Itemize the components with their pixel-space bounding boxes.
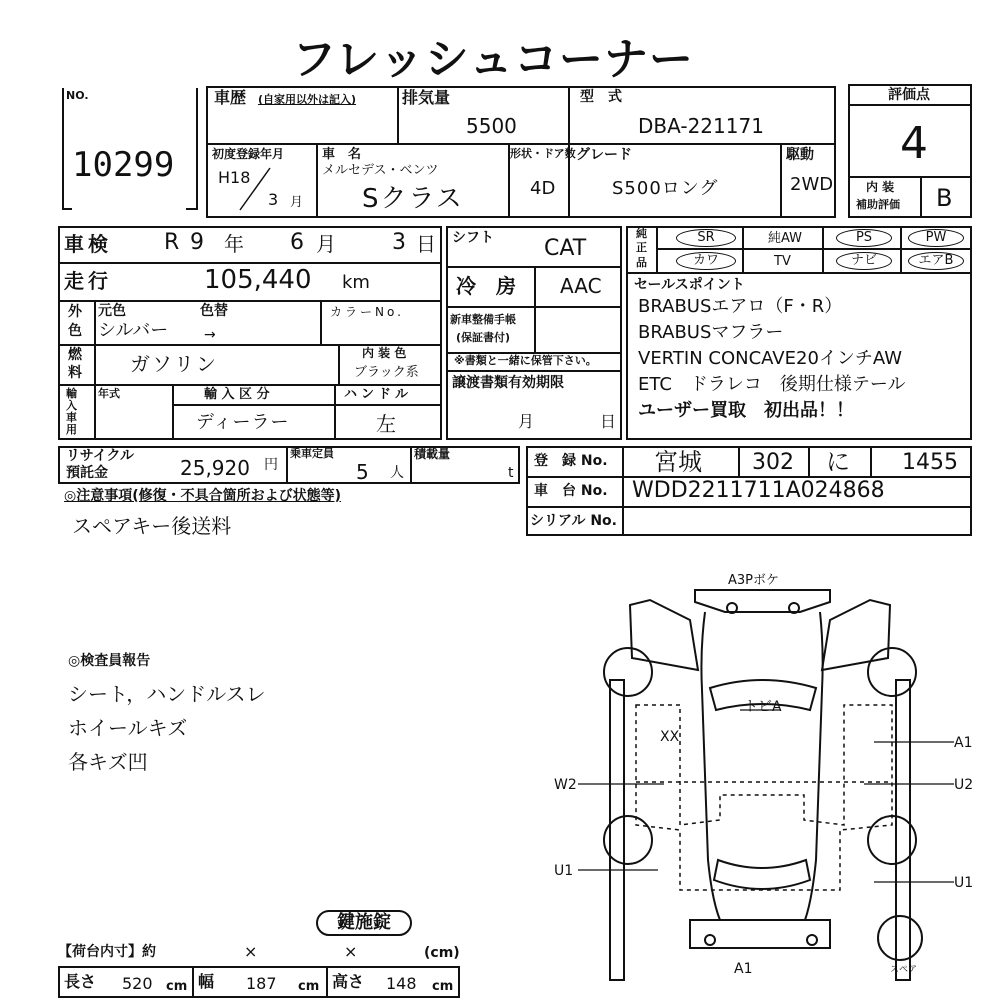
divider xyxy=(900,226,902,272)
interior-color-value: ブラック系 xyxy=(354,365,419,380)
divider xyxy=(656,248,972,250)
equip-pw: PW xyxy=(908,229,964,247)
notes-text: スペアキー後送料 xyxy=(72,514,232,538)
divider xyxy=(848,176,972,178)
history-label: 車歴 xyxy=(214,88,247,107)
cargo-times-2: × xyxy=(344,942,358,961)
diagram-left-mid-label: W2 xyxy=(554,777,577,793)
model-code-label: 型 式 xyxy=(580,89,622,105)
equip-airbag: エアB xyxy=(908,252,964,270)
divider xyxy=(94,300,96,440)
divider xyxy=(808,446,810,476)
lock-badge xyxy=(316,910,412,936)
rear-window xyxy=(714,860,810,889)
equip-sr: SR xyxy=(676,229,736,247)
import-type-label: 輸 入 区 分 xyxy=(204,387,270,402)
divider xyxy=(410,446,412,484)
left-body-side xyxy=(610,680,624,980)
equip-tv: TV xyxy=(774,254,791,269)
manual-note: ※書類と一緒に保管下さい。 xyxy=(454,354,597,367)
serial-label: シリアル No. xyxy=(530,513,617,529)
divider xyxy=(338,344,340,384)
car-diagram xyxy=(540,560,980,990)
capacity-value: 5 xyxy=(356,460,369,484)
cargo-unit: (cm) xyxy=(424,945,460,961)
sales-points-label: セールスポイント xyxy=(634,277,745,293)
color-arrow: → xyxy=(204,327,216,343)
grade-value: S500ロング xyxy=(612,178,719,199)
wheel-left-rear xyxy=(604,816,652,864)
no-label: NO. xyxy=(66,89,89,102)
load-label: 積載量 xyxy=(414,447,451,461)
width-value: 187 xyxy=(246,974,277,993)
sales-point-line: VERTIN CONCAVE20インチAW xyxy=(638,348,903,369)
load-unit: t xyxy=(508,465,514,481)
divider xyxy=(656,226,658,272)
divider xyxy=(58,300,442,302)
doors-value: 4D xyxy=(530,178,556,199)
divider xyxy=(326,966,328,998)
divider xyxy=(822,226,824,272)
capacity-unit: 人 xyxy=(390,465,404,481)
mileage-value: 105,440 xyxy=(204,265,312,295)
car-body xyxy=(701,612,822,920)
displacement-value: 5500 xyxy=(466,114,517,138)
recycle-unit: 円 xyxy=(264,457,278,473)
divider xyxy=(622,446,624,536)
cargo-label: 【荷台内寸】約 xyxy=(58,944,156,960)
first-reg-month: 3 xyxy=(268,190,279,209)
inspection-month-unit: 月 xyxy=(316,232,336,256)
grade-label: グレード xyxy=(576,147,632,163)
manual-label-2: (保証書付) xyxy=(456,331,511,344)
divider xyxy=(446,370,622,372)
import-year-label: 年式 xyxy=(98,387,120,400)
original-color-label: 元色 xyxy=(98,303,126,319)
inspection-month: 6 xyxy=(290,230,304,255)
inspection-era: R xyxy=(164,230,180,255)
bracket-left-foot xyxy=(62,208,72,210)
color-label-1: 外 xyxy=(68,304,82,320)
inspection-day: 3 xyxy=(392,230,406,255)
divider xyxy=(626,272,972,274)
car-name: Sクラス xyxy=(362,184,464,214)
divider xyxy=(780,143,782,218)
displacement-label: 排気量 xyxy=(402,88,451,107)
divider xyxy=(58,384,442,386)
equip-leather: カワ xyxy=(676,252,736,270)
manual-label-1: 新車整備手帳 xyxy=(450,313,516,326)
first-reg-month-unit: 月 xyxy=(290,195,304,210)
import-type-value: ディーラー xyxy=(196,412,290,433)
interior-label-1: 内 装 xyxy=(866,180,895,194)
divider xyxy=(920,176,922,218)
taillight-right xyxy=(807,935,817,945)
report-line: ホイールキズ xyxy=(68,716,188,740)
first-reg-year: H18 xyxy=(218,168,251,187)
drive-value: 2WD xyxy=(790,174,834,195)
sales-point-line: ユーザー買取 初出品！！ xyxy=(638,400,854,421)
diagram-xx-label: XX xyxy=(660,729,680,745)
sales-point-line: BRABUSエアロ（F・R） xyxy=(638,296,843,317)
fuel-label-1: 燃 xyxy=(68,347,82,363)
width-label: 幅 xyxy=(198,972,215,991)
inspection-year-unit: 年 xyxy=(224,232,244,256)
transfer-month-unit: 月 xyxy=(518,412,535,431)
lot-number: 10299 xyxy=(72,145,175,185)
drive-label: 駆動 xyxy=(786,147,814,163)
car-name-label: 車 名 xyxy=(322,147,362,162)
sales-point-line: ETC ドラレコ 後期仕様テール xyxy=(638,374,906,395)
plate-label: 登 録 No. xyxy=(534,453,608,469)
left-front-fender xyxy=(630,600,698,670)
mileage-unit: km xyxy=(342,272,370,293)
equipment-label-2: 正 xyxy=(636,241,647,254)
divider xyxy=(526,506,972,508)
divider xyxy=(738,446,740,476)
color-code-label: カラーNo. xyxy=(330,305,404,319)
chassis-value: WDD2211711A024868 xyxy=(632,478,885,503)
plate-number: 1455 xyxy=(902,450,958,475)
wheel-right-front xyxy=(868,648,916,696)
bracket-right-foot xyxy=(186,208,196,210)
plate-class: 302 xyxy=(752,450,794,475)
interior-score: B xyxy=(936,184,953,212)
diagram-roof-label: トビA xyxy=(744,699,782,715)
height-unit: cm xyxy=(432,979,454,994)
recycle-label-1: リサイクル xyxy=(66,448,135,464)
doors-label: 形状・ドア数 xyxy=(510,147,576,160)
handle-value: 左 xyxy=(376,412,396,436)
cargo-times-1: × xyxy=(244,942,258,961)
diagram-right-front-label: A1 xyxy=(954,735,973,751)
color-value: シルバー xyxy=(98,320,169,341)
divider xyxy=(870,446,872,476)
divider xyxy=(58,262,442,264)
report-line: シート，ハンドルスレ xyxy=(68,682,266,706)
divider xyxy=(172,384,174,440)
diagram-front-label: A3Pボケ xyxy=(728,573,780,588)
interior-label-2: 補助評価 xyxy=(856,198,900,211)
divider xyxy=(286,446,288,484)
right-front-fender xyxy=(822,600,890,670)
divider xyxy=(316,143,318,218)
front-bumper xyxy=(695,590,830,612)
report-label: ◎検査員報告 xyxy=(68,653,151,669)
fuel-value: ガソリン xyxy=(130,352,218,376)
capacity-label: 乗車定員 xyxy=(290,447,334,460)
divider xyxy=(742,226,744,272)
bracket-left xyxy=(62,88,64,210)
length-value: 520 xyxy=(122,974,153,993)
inspection-label: 車検 xyxy=(64,232,112,256)
plate-kana: に xyxy=(826,448,850,476)
length-label: 長さ xyxy=(64,972,97,991)
diagram-rear-label: A1 xyxy=(734,961,753,977)
divider xyxy=(534,266,536,306)
color-label-2: 色 xyxy=(68,323,82,339)
inspection-year: 9 xyxy=(190,230,204,255)
diagram-left-rear-label: U1 xyxy=(554,863,574,879)
history-note: (自家用以外は記入) xyxy=(258,93,357,106)
equip-ps: PS xyxy=(836,229,892,247)
maker: メルセデス・ベンツ xyxy=(322,163,439,178)
diagram-right-rear-label: U1 xyxy=(954,875,974,891)
mileage-label: 走行 xyxy=(64,269,112,293)
ac-label: 冷 房 xyxy=(456,274,516,298)
handle-label: ハンドル xyxy=(344,387,413,402)
diagram-right-mid-label: U2 xyxy=(954,777,974,793)
chassis-label: 車 台 No. xyxy=(534,483,608,499)
spare-tire xyxy=(878,916,922,960)
right-body-side xyxy=(896,680,910,980)
lock-text: 鍵施錠 xyxy=(337,912,391,933)
report-line: 各キズ凹 xyxy=(68,750,148,774)
transfer-day-unit: 日 xyxy=(600,412,617,431)
shift-label: シフト xyxy=(452,230,494,246)
height-label: 高さ xyxy=(332,972,365,991)
inspection-day-unit: 日 xyxy=(416,232,436,256)
length-unit: cm xyxy=(166,979,188,994)
divider xyxy=(192,966,194,998)
recycle-label-2: 預託金 xyxy=(66,465,108,481)
score-label: 評価点 xyxy=(888,87,930,103)
width-unit: cm xyxy=(298,979,320,994)
recycle-value: 25,920 xyxy=(180,456,250,480)
header-divider xyxy=(206,143,836,145)
first-reg-label: 初度登録年月 xyxy=(212,147,285,161)
plate-area: 宮城 xyxy=(654,448,702,476)
taillight-left xyxy=(705,935,715,945)
divider xyxy=(848,104,972,106)
equip-aw: 純AW xyxy=(768,231,803,246)
equip-navi: ナビ xyxy=(836,252,892,270)
equipment-label-3: 品 xyxy=(636,256,647,269)
equipment-label-1: 純 xyxy=(636,227,647,240)
bracket-right xyxy=(196,88,198,210)
ac-value: AAC xyxy=(560,274,602,298)
height-value: 148 xyxy=(386,974,417,993)
interior-color-label: 内 装 色 xyxy=(362,346,407,360)
transfer-label: 譲渡書類有効期限 xyxy=(452,375,564,391)
notes-label: ◎注意事項(修復・不具合箇所および状態等) xyxy=(64,488,342,504)
divider xyxy=(172,404,442,406)
score-value: 4 xyxy=(900,118,928,169)
divider xyxy=(534,306,536,352)
import-label: 輸入車用 xyxy=(66,387,77,436)
sheet-title: フレッシュコーナー xyxy=(292,34,694,85)
divider xyxy=(397,86,399,143)
diagram-spare-label: スペア xyxy=(890,965,918,975)
sales-point-line: BRABUSマフラー xyxy=(638,322,784,343)
divider xyxy=(320,300,322,344)
divider xyxy=(334,384,336,440)
shift-value: CAT xyxy=(544,236,587,261)
changed-color-label: 色替 xyxy=(200,303,228,319)
fuel-label-2: 料 xyxy=(68,365,82,381)
wheel-left-front xyxy=(604,648,652,696)
model-code-value: DBA-221171 xyxy=(638,114,764,138)
